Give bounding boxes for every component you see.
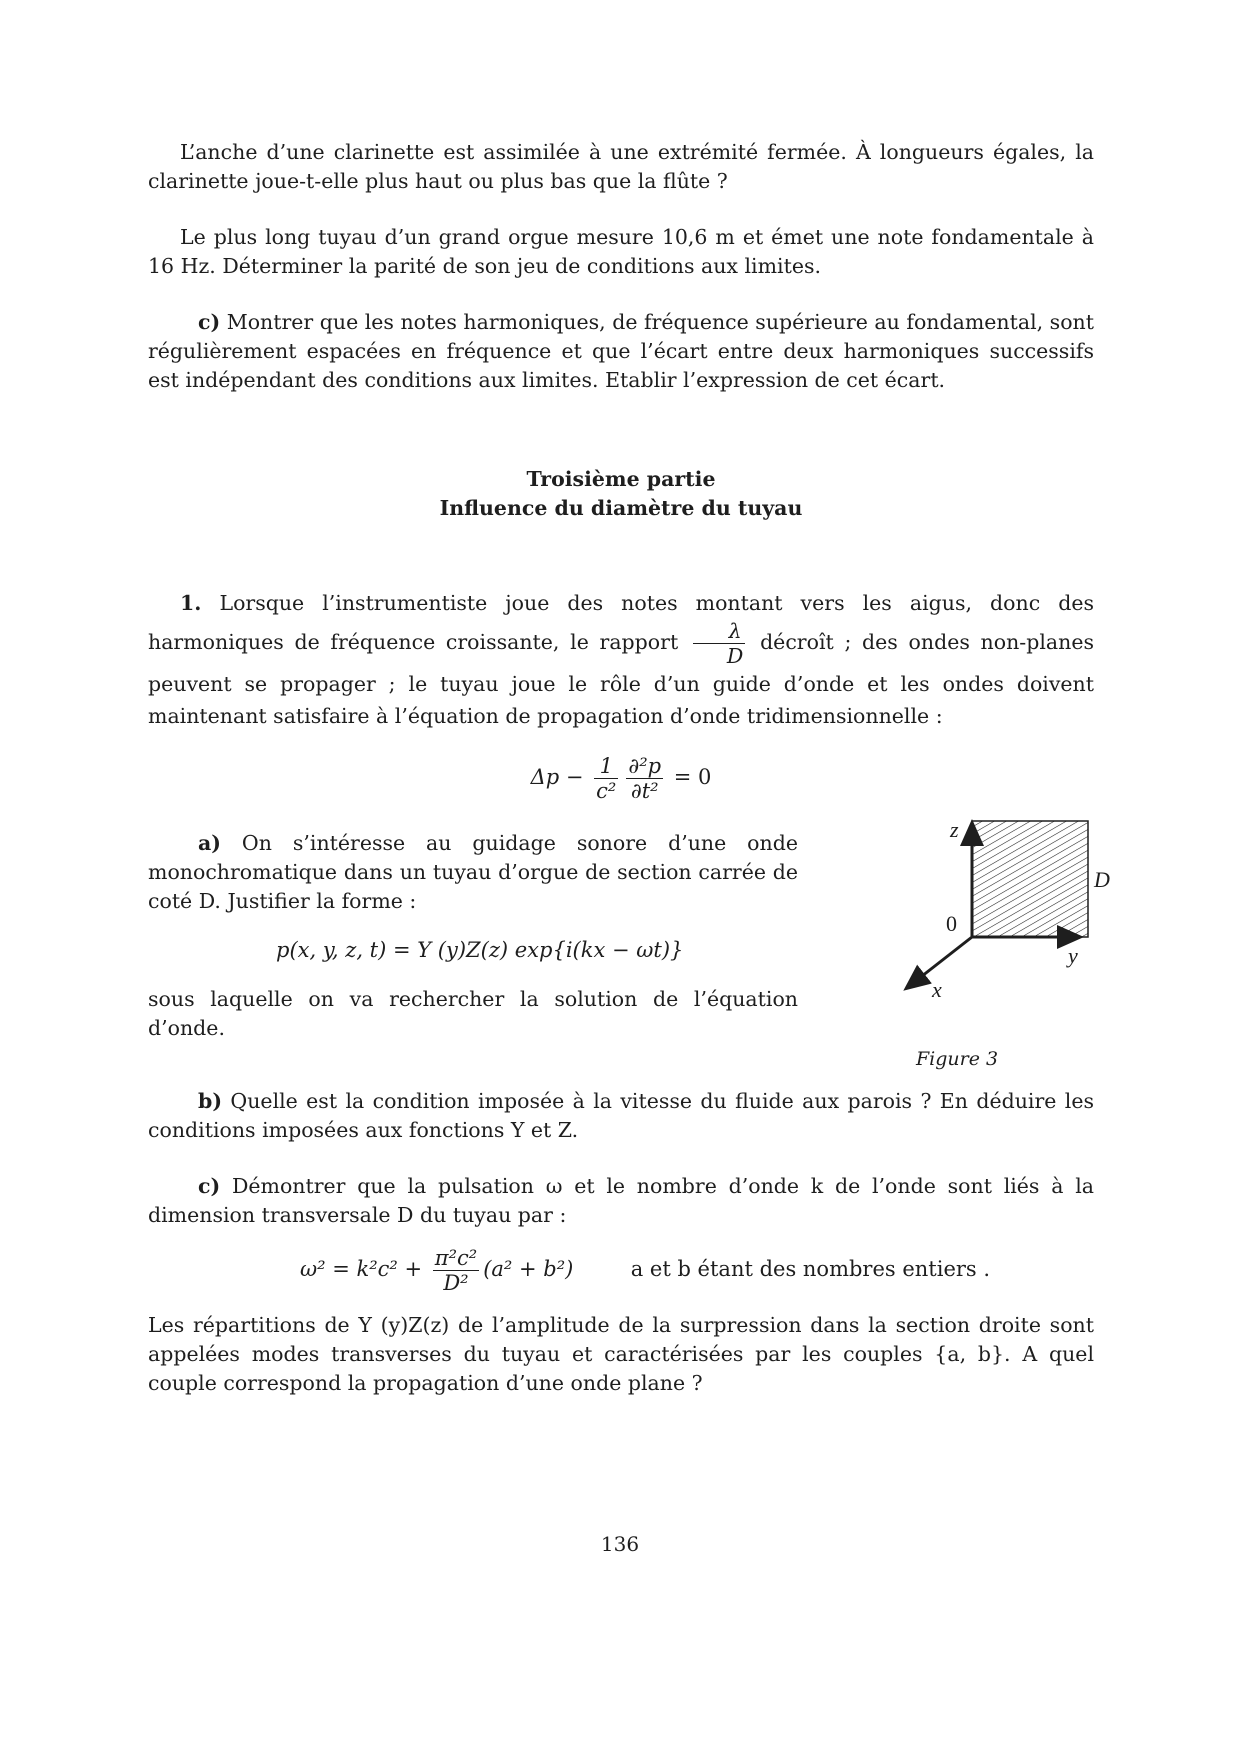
lambda-over-d: $\frac{\lambda}{D}$	[693, 619, 745, 668]
question-b-text: Quelle est la condition imposée à la vitesse du fluide aux parois ? En déduire les conditions imposées aux fonctions Y et Z.	[148, 1089, 1094, 1142]
dispersion-note: a et b étant des nombres entiers .	[630, 1257, 991, 1281]
question-1-label: 1.	[180, 591, 202, 615]
figure-square-section	[838, 817, 1110, 1051]
paragraph-clarinet: L’anche d’une clarinette est assimilée à une extrémité fermée. À longueurs égales, la clarinette joue-t-elle plus haut ou plus bas que la flûte ?	[148, 140, 1094, 193]
question-c-text: Démontrer que la pulsation ω et le nombre d’onde k de l’onde sont liés à la dimension transversale D du tuyau par :	[148, 1174, 1094, 1227]
question-label-c: c)	[198, 310, 221, 334]
wave-equation: Δp − $\frac{1}{\text{c²}}$ $\frac{\text{∂²p}}{\text{∂t²}}$ = 0	[530, 754, 712, 803]
question-c-after: Les répartitions de Y (y)Z(z) de l’amplitude de la surpression dans la section droite sont appelées modes transverses du tuyau et caractérisées par les couples {a, b}. A quel couple correspond la propagation d’une onde plane ?	[148, 1313, 1094, 1395]
origin-label: 0	[946, 911, 957, 936]
question-b-label: b)	[198, 1089, 223, 1113]
pressure-form-equation: p(x, y, z, t) = Y (y)Z(z) exp{i(kx − ωt)}	[276, 938, 684, 962]
axis-y-label: y	[1068, 943, 1078, 968]
axis-z-label: z	[950, 817, 959, 842]
axis-x-label: x	[932, 977, 942, 1002]
question-a-text: On s’intéresse au guidage sonore d’une onde monochromatique dans un tuyau d’orgue de section carrée de coté D. Justifier la forme :	[148, 831, 798, 913]
question-text-c: Montrer que les notes harmoniques, de fréquence supérieure au fondamental, sont régulièrement espacées en fréquence et que l’écart entre deux harmoniques successifs est indépendant des conditions aux limites. Etablir l’expression de cet écart.	[148, 310, 1094, 392]
question-a	[148, 829, 798, 916]
question-a-after: sous laquelle on va rechercher la solution de l’équation d’onde.	[148, 987, 798, 1040]
section-heading	[148, 465, 1094, 523]
figure-caption: Figure 3	[916, 1048, 999, 1070]
paragraph-harmonics	[148, 308, 1094, 395]
question-b	[148, 1087, 1094, 1145]
question-c	[148, 1172, 1094, 1230]
question-c-label: c)	[198, 1174, 221, 1198]
question-a-label: a)	[198, 831, 221, 855]
question-1-text-b: décroît ; des ondes non-planes peuvent se propager ; le tuyau joue le rôle d’un guide d’onde et les ondes doivent maintenant satisfaire à l’équation de propagation d’onde tridimensionnelle :	[148, 630, 1094, 728]
hatched-square	[972, 821, 1088, 937]
question-1-text-a: Lorsque l’instrumentiste joue des notes montant vers les aigus, donc des harmoniques de fréquence croissante, le rapport	[148, 591, 1094, 654]
section-title: Troisième partie	[526, 467, 716, 491]
question-1	[148, 587, 1094, 732]
page-number: 136	[600, 1532, 640, 1556]
paragraph-organ: Le plus long tuyau d’un grand orgue mesure 10,6 m et émet une note fondamentale à 16 Hz. Déterminer la parité de son jeu de conditions aux limites.	[148, 225, 1094, 278]
dispersion-equation: ω² = k²c² + $\frac{\text{π²c²}}{\text{D²}}$ (a² + b²) a et b étant des nombres entiers .	[300, 1246, 991, 1295]
question-a-block	[148, 817, 1110, 1070]
page-content	[148, 138, 1110, 1398]
section-subtitle: Influence du diamètre du tuyau	[439, 496, 803, 520]
side-d-label: D	[1094, 867, 1110, 892]
